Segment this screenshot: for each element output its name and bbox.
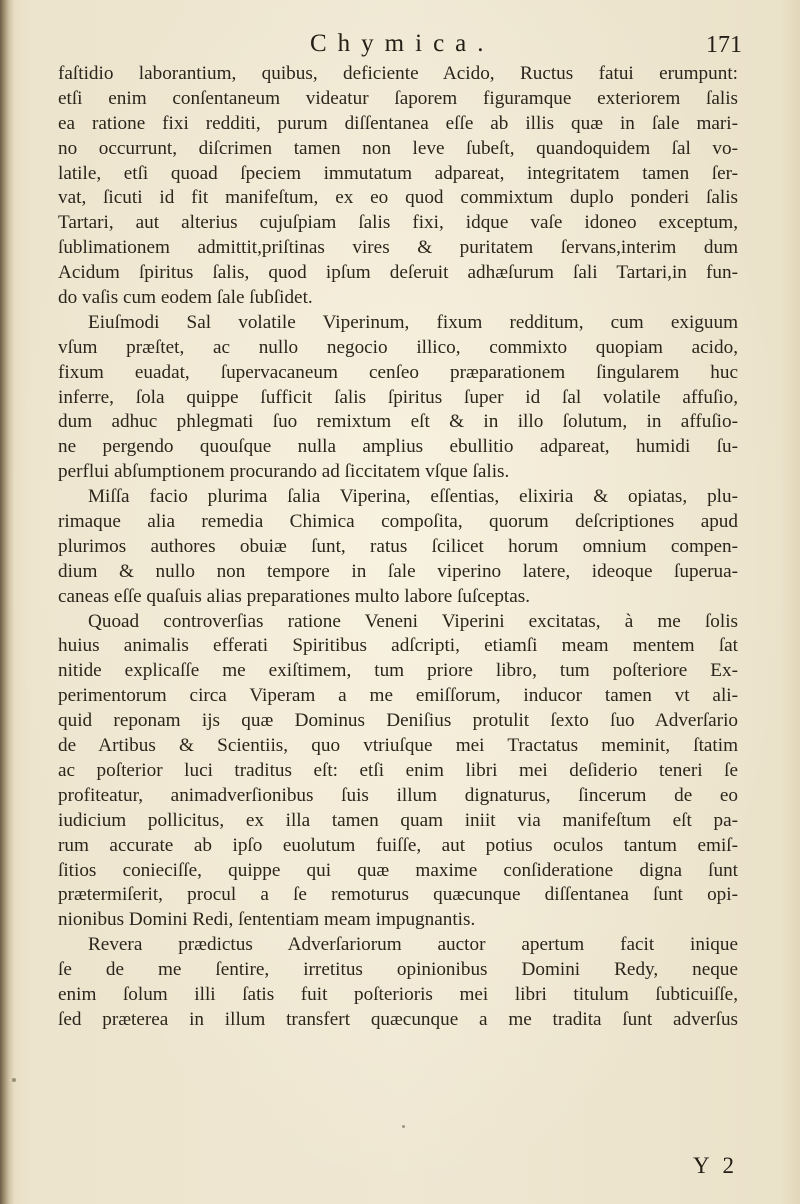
text-line: Eiuſmodi Sal volatile Viperinum, fixum redditum, cum exiguum <box>88 311 738 333</box>
margin-speck <box>12 1078 16 1082</box>
text-line: ſed præterea in illum transfert quæcunque a me tradita ſunt adverſus <box>58 1008 738 1030</box>
text-line: huius animalis efferati Spiritibus adſcripti, etiamſi meam mentem ſat <box>58 635 738 657</box>
text-line: quid reponam ijs quæ Dominus Deniſius protulit ſexto ſuo Adverſario <box>58 710 738 732</box>
page-number: 171 <box>706 32 742 58</box>
page-spine-edge <box>0 0 14 1204</box>
text-line: etſi enim conſentaneum videatur ſaporem figuramque exteriorem ſalis <box>58 87 738 109</box>
text-line: Revera prædictus Adverſariorum auctor apertum facit inique <box>88 934 738 956</box>
text-line: enim ſolum illi ſatis fuit poſterioris mei libri titulum ſubticuiſſe, <box>58 983 738 1005</box>
text-line: caneas eſſe quaſuis alias preparationes multo labore ſuſceptas. <box>58 585 531 607</box>
text-line: profiteatur, animadverſionibus ſuis illum dignaturus, ſincerum de eo <box>58 784 738 806</box>
text-line: faſtidio laborantium, quibus, deficiente Acido, Ructus fatui erumpunt: <box>58 63 738 84</box>
text-line: rum accurate ab ipſo euolutum fuiſſe, aut potius oculos tantum emiſ- <box>58 834 738 856</box>
text-line: dium & nullo non tempore in ſale viperino latere, ideoque ſuperua- <box>58 560 738 582</box>
page-header <box>0 26 800 66</box>
text-line: ac poſterior luci traditus eſt: etſi enim libri mei deſiderio teneri ſe <box>58 759 738 781</box>
text-line: ne pergendo quouſque nulla amplius ebullitio adpareat, humidi ſu- <box>58 436 738 458</box>
text-line: iudicium pollicitus, ex illa tamen quam iniit via manifeſtum eſt pa- <box>58 809 738 831</box>
text-line: Miſſa facio plurima ſalia Viperina, eſſentias, elixiria & opiatas, plu- <box>88 486 738 508</box>
paragraph <box>58 62 738 311</box>
text-line: nionibus Domini Redi, ſententiam meam impugnantis. <box>58 909 476 931</box>
text-line: dum adhuc phlegmati ſuo remixtum eſt & in illo ſolutum, in affuſio- <box>58 411 738 433</box>
text-line: ea ratione fixi redditi, purum diſſentanea eſſe ab illis quæ in ſale mari- <box>58 112 738 134</box>
text-line: vat, ſicuti id fit manifeſtum, ex eo quod commixtum duplo ponderi ſalis <box>58 187 738 209</box>
paragraph <box>58 610 738 934</box>
text-line: ſe de me ſentire, irretitus opinionibus Domini Redy, neque <box>58 959 738 981</box>
text-line: inferre, ſola quippe ſufficit ſalis ſpiritus ſuper id ſal volatile affuſio, <box>58 386 738 408</box>
text-line: vſum præſtet, ac nullo negocio illico, commixto quopiam acido, <box>58 336 738 358</box>
text-line: do vaſis cum eodem ſale ſubſidet. <box>58 287 313 309</box>
text-line: fixum euadat, ſupervacaneum cenſeo præparationem ſingularem huc <box>58 361 738 383</box>
body-text <box>58 62 738 1033</box>
text-line: nitide explicaſſe me exiſtimem, tum priore libro, tum poſteriore Ex- <box>58 660 738 682</box>
text-line: prætermiſerit, procul a ſe remoturus quæcunque diſſentanea ſunt opi- <box>58 884 738 906</box>
paragraph <box>58 311 738 485</box>
margin-speck <box>402 1125 405 1128</box>
text-line: ſublimationem admittit,priſtinas vires & puritatem ſervans,interim dum <box>58 237 738 259</box>
paragraph <box>58 485 738 609</box>
text-line: de Artibus & Scientiis, quo vtriuſque mei Tractatus meminit, ſtatim <box>58 735 738 757</box>
text-line: perimentorum circa Viperam a me emiſſorum, inducor tamen vt ali- <box>58 685 738 707</box>
text-line: rimaque alia remedia Chimica compoſita, quorum deſcriptiones apud <box>58 511 738 533</box>
text-line: Tartari, aut alterius cujuſpiam ſalis fixi, idque vaſe idoneo exceptum, <box>58 212 738 234</box>
paragraph <box>58 933 738 1033</box>
text-line: ſitios conieciſſe, quippe qui quæ maxime conſideratione digna ſunt <box>58 859 738 881</box>
text-line: latile, etſi quoad ſpeciem immutatum adpareat, integritatem tamen ſer- <box>58 162 738 184</box>
text-line: Quoad controverſias ratione Veneni Viperini excitatas, à me ſolis <box>88 610 738 632</box>
text-line: Acidum ſpiritus ſalis, quod ipſum deſeruit adhæſurum ſali Tartari,in fun- <box>58 262 738 284</box>
text-line: no occurrunt, diſcrimen tamen non leve ſubeſt, quandoquidem ſal vo- <box>58 137 738 159</box>
text-line: plurimos authores obuiæ ſunt, ratus ſcilicet horum omnium compen- <box>58 535 738 557</box>
running-head: Chymica. <box>310 30 495 57</box>
catchword: Y 2 <box>692 1153 738 1178</box>
text-line: perflui abſumptionem procurando ad ſiccitatem vſque ſalis. <box>58 461 510 483</box>
